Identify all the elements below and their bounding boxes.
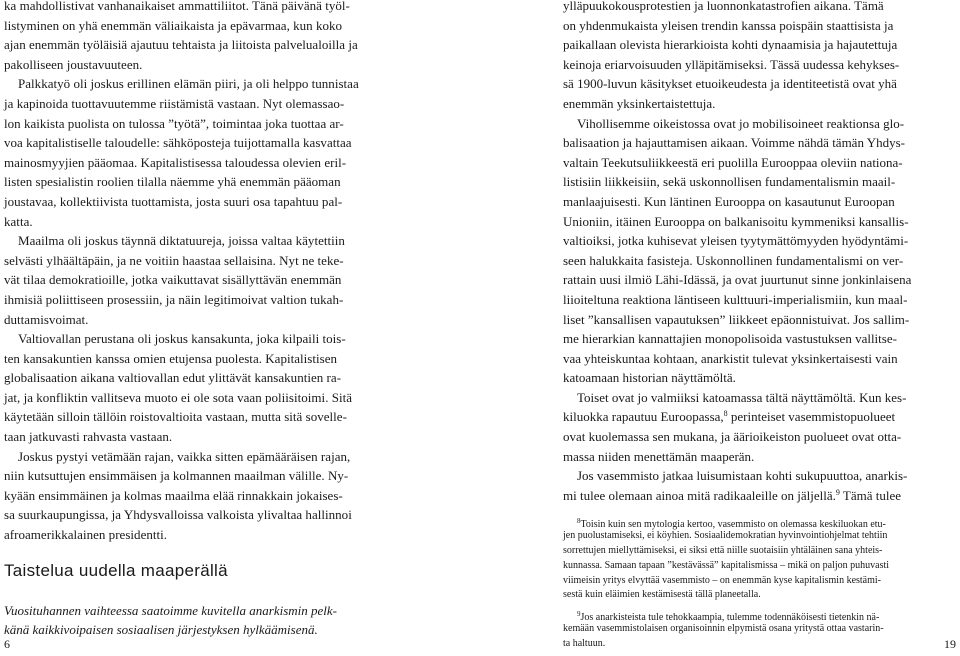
text-line: mi tulee olemaan ainoa mitä radikaaleille on jäljellä.$^9$ Tämä tulee [563, 487, 902, 503]
text-line: valtioiksi, jotka kuhisevat yleisen tyytymättömyyden hyödyntämi- [563, 233, 909, 249]
text-line: ihmisiä poliittiseen prosessiin, ja näin legitimoivat valtion tukah- [4, 291, 344, 307]
text-line: liioiteltuna reaktiona läntiseen kulttuuri-imperialismiin, kun maal- [563, 291, 908, 307]
left-page-text [4, 0, 394, 545]
text-line: seen halukkaita fasisteja. Uskonnollinen fundamentalismi on ver- [563, 252, 904, 268]
text-line: ja kapinoida tuottavuutemme riistämistä vastaan. Nyt olemassao- [4, 95, 345, 111]
footnote-line: viimeisin yritys elvyttää vasemmisto – on enemmän kyse kapitalismin kestämi- [563, 574, 881, 586]
text-line: niin kutsuttujen ensimmäisen ja kolmannen maailman välille. Ny- [4, 468, 349, 484]
text-line: paikallaan olevista hierarkioista kohti dynaamisia ja hajautettuja [563, 37, 898, 53]
right-page-text [563, 74, 959, 505]
text-line: kyään ensimmäinen ja kolmas maailma elää rinnakkain jokaises- [4, 487, 343, 503]
footnote-line: $^8$Toisin kuin sen mytologia kertoo, vasemmisto on olemassa keskiluokan etu- [577, 517, 886, 531]
footnote-line: kemään vasemmistolaisen organisoinnin elpymistä osana yritystä ottaa vastarin- [563, 623, 884, 635]
text-line: listisiin liikkeisiin, sekä uskonnollisen fundamentalismin maail- [563, 174, 896, 190]
text-line: rattain uusi ilmiö Lähi-Idässä, ja ovat juurtunut sinne jonkinlaisena [563, 272, 912, 288]
text-line: mainosmyyjien pääomaa. Kapitalistisessa taloudessa olevien eril- [4, 154, 347, 170]
text-line: balisaation ja hajauttamisen aikaan. Voimme nähdä tämän Yhdys- [563, 135, 905, 151]
page-number-left: 6 [4, 637, 10, 651]
footnote-number: 8 [577, 517, 581, 526]
text-line: listen spesialistin roolien tilalla näemme yhä enemmän pääoman [4, 174, 341, 190]
right-page-body [563, 0, 959, 656]
text-line: Valtiovallan perustana oli joskus kansakunta, joka kilpaili tois- [18, 331, 346, 347]
text-line: keinoja eriarvoisuuden ylläpitämiseksi. Tässä uudessa kehykses- [563, 56, 900, 72]
right-page-top-text [563, 0, 959, 74]
text-line: kiluokka rapautuu Euroopassa,$^8$ perinteiset vasemmistopuolueet [563, 409, 896, 425]
text-line: sa suurkaupungissa, ja Yhdysvalloissa valkoista ylivaltaa hallinnoi [4, 507, 352, 523]
footnote-line: jen puolustamiseksi, ei köyhien. Sosiaalidemokratian hyvinvointiohjelmat tehtiin [563, 530, 888, 542]
footnote-number: 9 [577, 610, 581, 619]
text-line: globalisaation aikana valtiovallan edut ylittävät kansakuntien ra- [4, 370, 342, 386]
section-subtitle-line-2: känä kaikkivoipaisen sosiaalisen järjestyksen hylkäämisenä. [4, 622, 318, 638]
text-line: Jos vasemmisto jatkaa luisumistaan kohti sukupuuttoa, anarkis- [577, 468, 908, 484]
text-line: ajan enemmän työläisiä ajautuu tehtaista ja liitoista palvelualoilla ja [4, 37, 358, 53]
text-line: Toiset ovat jo valmiiksi katoamassa tältä näyttämöltä. Kun kes- [577, 389, 907, 405]
text-line: afroamerikkalainen presidentti. [4, 527, 168, 543]
left-page-body [4, 0, 394, 640]
footnote-line: sestä kuin eläimien kestämisestä tällä planeetalla. [563, 589, 761, 601]
text-line: katta. [4, 213, 33, 229]
section-heading: Taistelua uudella maaperällä [4, 560, 228, 580]
page-number-right: 19 [944, 637, 956, 651]
footnotes [563, 514, 959, 651]
text-line: katoamaan historian näyttämöltä. [563, 370, 736, 386]
text-line: jat, ja konfliktin vallitseva muoto ei ole sota vaan poliisitoimi. Sitä [4, 389, 353, 405]
text-line: on yhdenmukaista yleisen trendin kanssa poispäin staattisista ja [563, 17, 894, 33]
text-line: Maailma oli joskus täynnä diktatuureja, joissa valtaa käytettiin [18, 233, 345, 249]
text-line: manlaajuisesti. Kun läntinen Eurooppa on kasautunut Euroopan [563, 193, 895, 209]
text-line: Palkkatyö oli joskus erillinen elämän piiri, ja oli helppo tunnistaa [18, 76, 359, 92]
text-line: ten kansakuntien kanssa omien etujensa puolesta. Kapitalistisen [4, 350, 338, 366]
text-line: ylläpuukokousprotestien ja luonnonkatastrofien aikana. Tämä [563, 0, 884, 13]
footnote-ref: 9 [835, 487, 840, 497]
footnote-ref: 8 [723, 409, 728, 419]
text-line: voa kapitalistiselle taloudelle: sähköposteja tuijottamalla kasvattaa [4, 135, 352, 151]
text-line: ovat kuolemassa sen mukana, ja äärioikeiston puolueet ovat otta- [563, 429, 902, 445]
text-line: liset ”kansallisen vapautuksen” liikkeet epäonnistuivat. Jos sallim- [563, 311, 910, 327]
text-line: ka mahdollistivat vanhanaikaiset ammattiliitot. Tänä päivänä työl- [4, 0, 350, 13]
footnote-line: kunnassa. Samaan tapaan ”kestävässä” kapitalismissa – mikä on paljon puhuvasti [563, 559, 890, 571]
text-line: lon kaikista puolista on tulossa ”työtä”, toimintaa joka tuottaa ar- [4, 115, 344, 131]
text-line: sä 1900-luvun käsitykset etuoikeudesta ja identiteetistä ovat yhä [563, 76, 897, 92]
text-line: vät tilaa demokratioille, jotka vaikuttavat sisällyttävän enemmän [4, 272, 342, 288]
text-line: enemmän yksinkertaistettuja. [563, 95, 716, 111]
text-line: käytetään silloin tällöin roistovaltioita vastaan, mutta sitä sovelle- [4, 409, 347, 425]
text-line: vaa yhteiskuntaa kohtaan, anarkistit tulevat yksinkertaisesti vain [563, 350, 898, 366]
text-line: pakolliseen joustavuuteen. [4, 56, 143, 72]
text-line: massa niiden menettämän maaperän. [563, 448, 755, 464]
text-line: Unioniin, itäinen Eurooppa on balkanisoitu kymmeniksi kansallis- [563, 213, 909, 229]
text-line: joustavaa, kollektiivista tuottamista, josta suuri osa tapahtuu pal- [4, 193, 343, 209]
text-line: duttamisvoimat. [4, 311, 89, 327]
footnote-line: ta haltuun. [563, 637, 606, 649]
footnote [563, 607, 959, 651]
section-subtitle-line-1: Vuosituhannen vaihteessa saatoimme kuvitella anarkismin pelk- [4, 602, 337, 618]
text-line: Vihollisemme oikeistossa ovat jo mobilisoineet reaktionsa glo- [577, 115, 905, 131]
text-line: me hierarkian kannattajien monopolisoida vastustuksen vallitse- [563, 331, 897, 347]
footnote-line: $^9$Jos anarkisteista tule tehokkaampia, tulemme todennäköisesti tietenkin nä- [577, 610, 880, 624]
footnote [563, 514, 959, 603]
footnote-line: sorrettujen miellyttämiseksi, ei siksi että niille suotaisiin yhtäläinen sana yhteis- [563, 545, 883, 557]
text-line: selvästi ylhäältäpäin, ja ne voitiin haastaa sellaisina. Nyt ne teke- [4, 252, 344, 268]
text-line: listyminen on yhä enemmän väliaikaista ja epävarmaa, kun koko [4, 17, 343, 33]
text-line: valtain Teekutsuliikkeestä eri puolilla Eurooppaa oleviin nationa- [563, 154, 903, 170]
text-line: taan jatkuvasti rahvasta vastaan. [4, 429, 173, 445]
text-line: Joskus pystyi vetämään rajan, vaikka sitten epämääräisen rajan, [18, 448, 351, 464]
